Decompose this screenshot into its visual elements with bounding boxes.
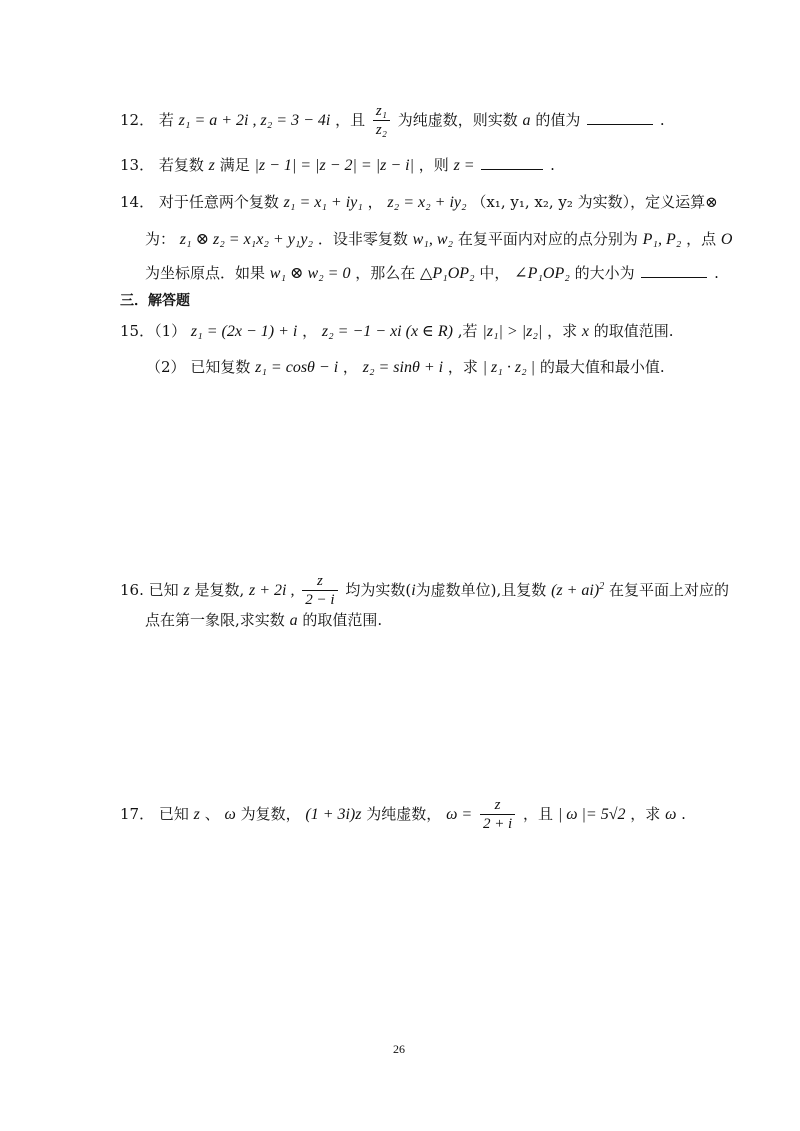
math-variable: a [289, 612, 298, 629]
math-variable: O [720, 231, 733, 248]
text: 在复平面上对应的 [608, 581, 729, 599]
question-16-line-1 [120, 574, 729, 608]
text: （x₁, y₁, x₂, y₂ 为实数），定义运算⊗ [471, 193, 718, 211]
math-expression: z₁ = (2x − 1) + i [190, 323, 298, 340]
math-expression: z₁ = x₁ + iy₁ [283, 194, 363, 211]
text: 为复数， [240, 805, 301, 823]
text: ,若 [457, 322, 478, 340]
math-expression: | ω |= 5√2 [557, 806, 626, 823]
text: 已知 [148, 581, 179, 599]
question-16-line-2 [145, 613, 382, 629]
text: . [550, 156, 555, 174]
fraction [373, 104, 390, 138]
math-variable: a [522, 112, 531, 129]
math-expression: |z − 1| = |z − 2| = |z − i| [254, 157, 414, 174]
math-expression: z = [453, 157, 475, 174]
text: 已知复数 [190, 358, 251, 376]
question-15-part-2 [146, 360, 665, 376]
question-14-line-2 [145, 232, 732, 248]
question-number: 12． [120, 111, 155, 129]
fraction-denominator: 2 + i [480, 814, 515, 832]
math-expression-base: (z + ai) [551, 582, 600, 599]
answer-blank[interactable] [641, 276, 707, 278]
question-number: （2） [146, 358, 186, 376]
text: ，则 [418, 156, 449, 174]
math-variable: ω [224, 806, 236, 823]
fraction [302, 574, 337, 608]
text: 均为实数( [345, 581, 412, 599]
question-number: 15．（1） [120, 322, 187, 340]
question-number: 14． [120, 193, 155, 211]
question-12 [120, 104, 665, 138]
math-expression: w₁, w₂ [412, 231, 454, 248]
text: 已知 [158, 805, 189, 823]
fraction-numerator: z [316, 573, 323, 589]
math-expression: (1 + 3i)z [305, 806, 362, 823]
fraction-denominator: 2 − i [302, 590, 337, 608]
text: ，求 [447, 358, 478, 376]
math-expression: z₁ ⊗ z₂ = x₁x₂ + y₁y₂ [179, 231, 314, 248]
question-13 [120, 158, 555, 174]
math-variable: z [193, 806, 200, 823]
text: 为： [145, 230, 176, 248]
text: ，且 [335, 111, 366, 129]
question-number: 17． [120, 805, 155, 823]
text: 在复平面内对应的点分别为 [457, 230, 638, 248]
text: ．设非零复数 [317, 230, 408, 248]
math-expression: △P₁OP₂ [420, 265, 475, 282]
answer-blank[interactable] [481, 168, 543, 170]
fraction-denominator: z₂ [373, 120, 390, 138]
text: 满足 [219, 156, 250, 174]
question-17 [120, 798, 686, 832]
text: 的最大值和最小值. [539, 358, 665, 376]
text: 中， [479, 264, 510, 282]
fraction-numerator: z [494, 797, 501, 813]
math-expression: | z₁ · z₂ | [482, 359, 536, 376]
question-15-part-1 [120, 324, 674, 340]
text: 为纯虚数， [366, 805, 442, 823]
text: ， [342, 358, 358, 376]
text: ， [302, 322, 318, 340]
question-14-line-1 [120, 195, 718, 211]
text: . [659, 111, 665, 129]
math-expression: z₁ = a + 2i , z₂ = 3 − 4i [178, 112, 331, 129]
question-number: 16. [120, 581, 144, 599]
math-variable: x [581, 323, 589, 340]
text: 点在第一象限,求实数 [145, 611, 285, 629]
text: 为纯虚数，则实数 [397, 111, 518, 129]
text: 的大小为 [574, 264, 635, 282]
text: ，点 [686, 230, 717, 248]
math-expression: z₂ = −1 − xi (x ∈ R) [321, 323, 453, 340]
superscript: 2 [599, 581, 605, 592]
text: 为坐标原点．如果 [145, 264, 266, 282]
math-variable: z [208, 157, 215, 174]
math-variable: z [183, 582, 190, 599]
fraction [480, 798, 515, 832]
text: . [681, 805, 686, 823]
text: ， [367, 193, 383, 211]
text: 对于任意两个复数 [158, 193, 279, 211]
text: ，求 [630, 805, 661, 823]
math-expression: ω = [446, 806, 473, 823]
text: ，且 [523, 805, 554, 823]
math-expression: z₂ = sinθ + i [362, 359, 444, 376]
page-number: 26 [393, 1042, 405, 1056]
text: 是复数, [194, 581, 245, 599]
math-expression: P₁, P₂ [642, 231, 682, 248]
math-variable: i [411, 582, 416, 599]
math-expression: z₁ = cosθ − i [255, 359, 339, 376]
text: 的取值范围. [302, 611, 383, 629]
text: 若复数 [158, 156, 204, 174]
math-variable: ω [665, 806, 677, 823]
math-expression: ∠P₁OP₂ [514, 265, 570, 282]
math-expression: w₁ ⊗ w₂ = 0 [269, 265, 351, 282]
text: 为虚数单位),且复数 [415, 581, 547, 599]
math-expression: z₂ = x₂ + iy₂ [387, 194, 467, 211]
text: ，求 [547, 322, 578, 340]
math-expression [551, 582, 604, 599]
text: 的值为 [535, 111, 581, 129]
math-expression: |z₁| > |z₂| [482, 323, 543, 340]
text: . [714, 264, 719, 282]
text: ，那么在 [355, 264, 416, 282]
text: 若 [158, 111, 174, 129]
answer-blank[interactable] [587, 123, 653, 125]
question-14-line-3 [145, 266, 719, 282]
fraction-numerator: z₁ [375, 103, 387, 119]
math-expression: z + 2i , [249, 582, 295, 599]
text: 、 [204, 805, 220, 823]
question-number: 13． [120, 156, 155, 174]
text: 的取值范围. [593, 322, 674, 340]
section-heading: 三．解答题 [120, 293, 190, 309]
